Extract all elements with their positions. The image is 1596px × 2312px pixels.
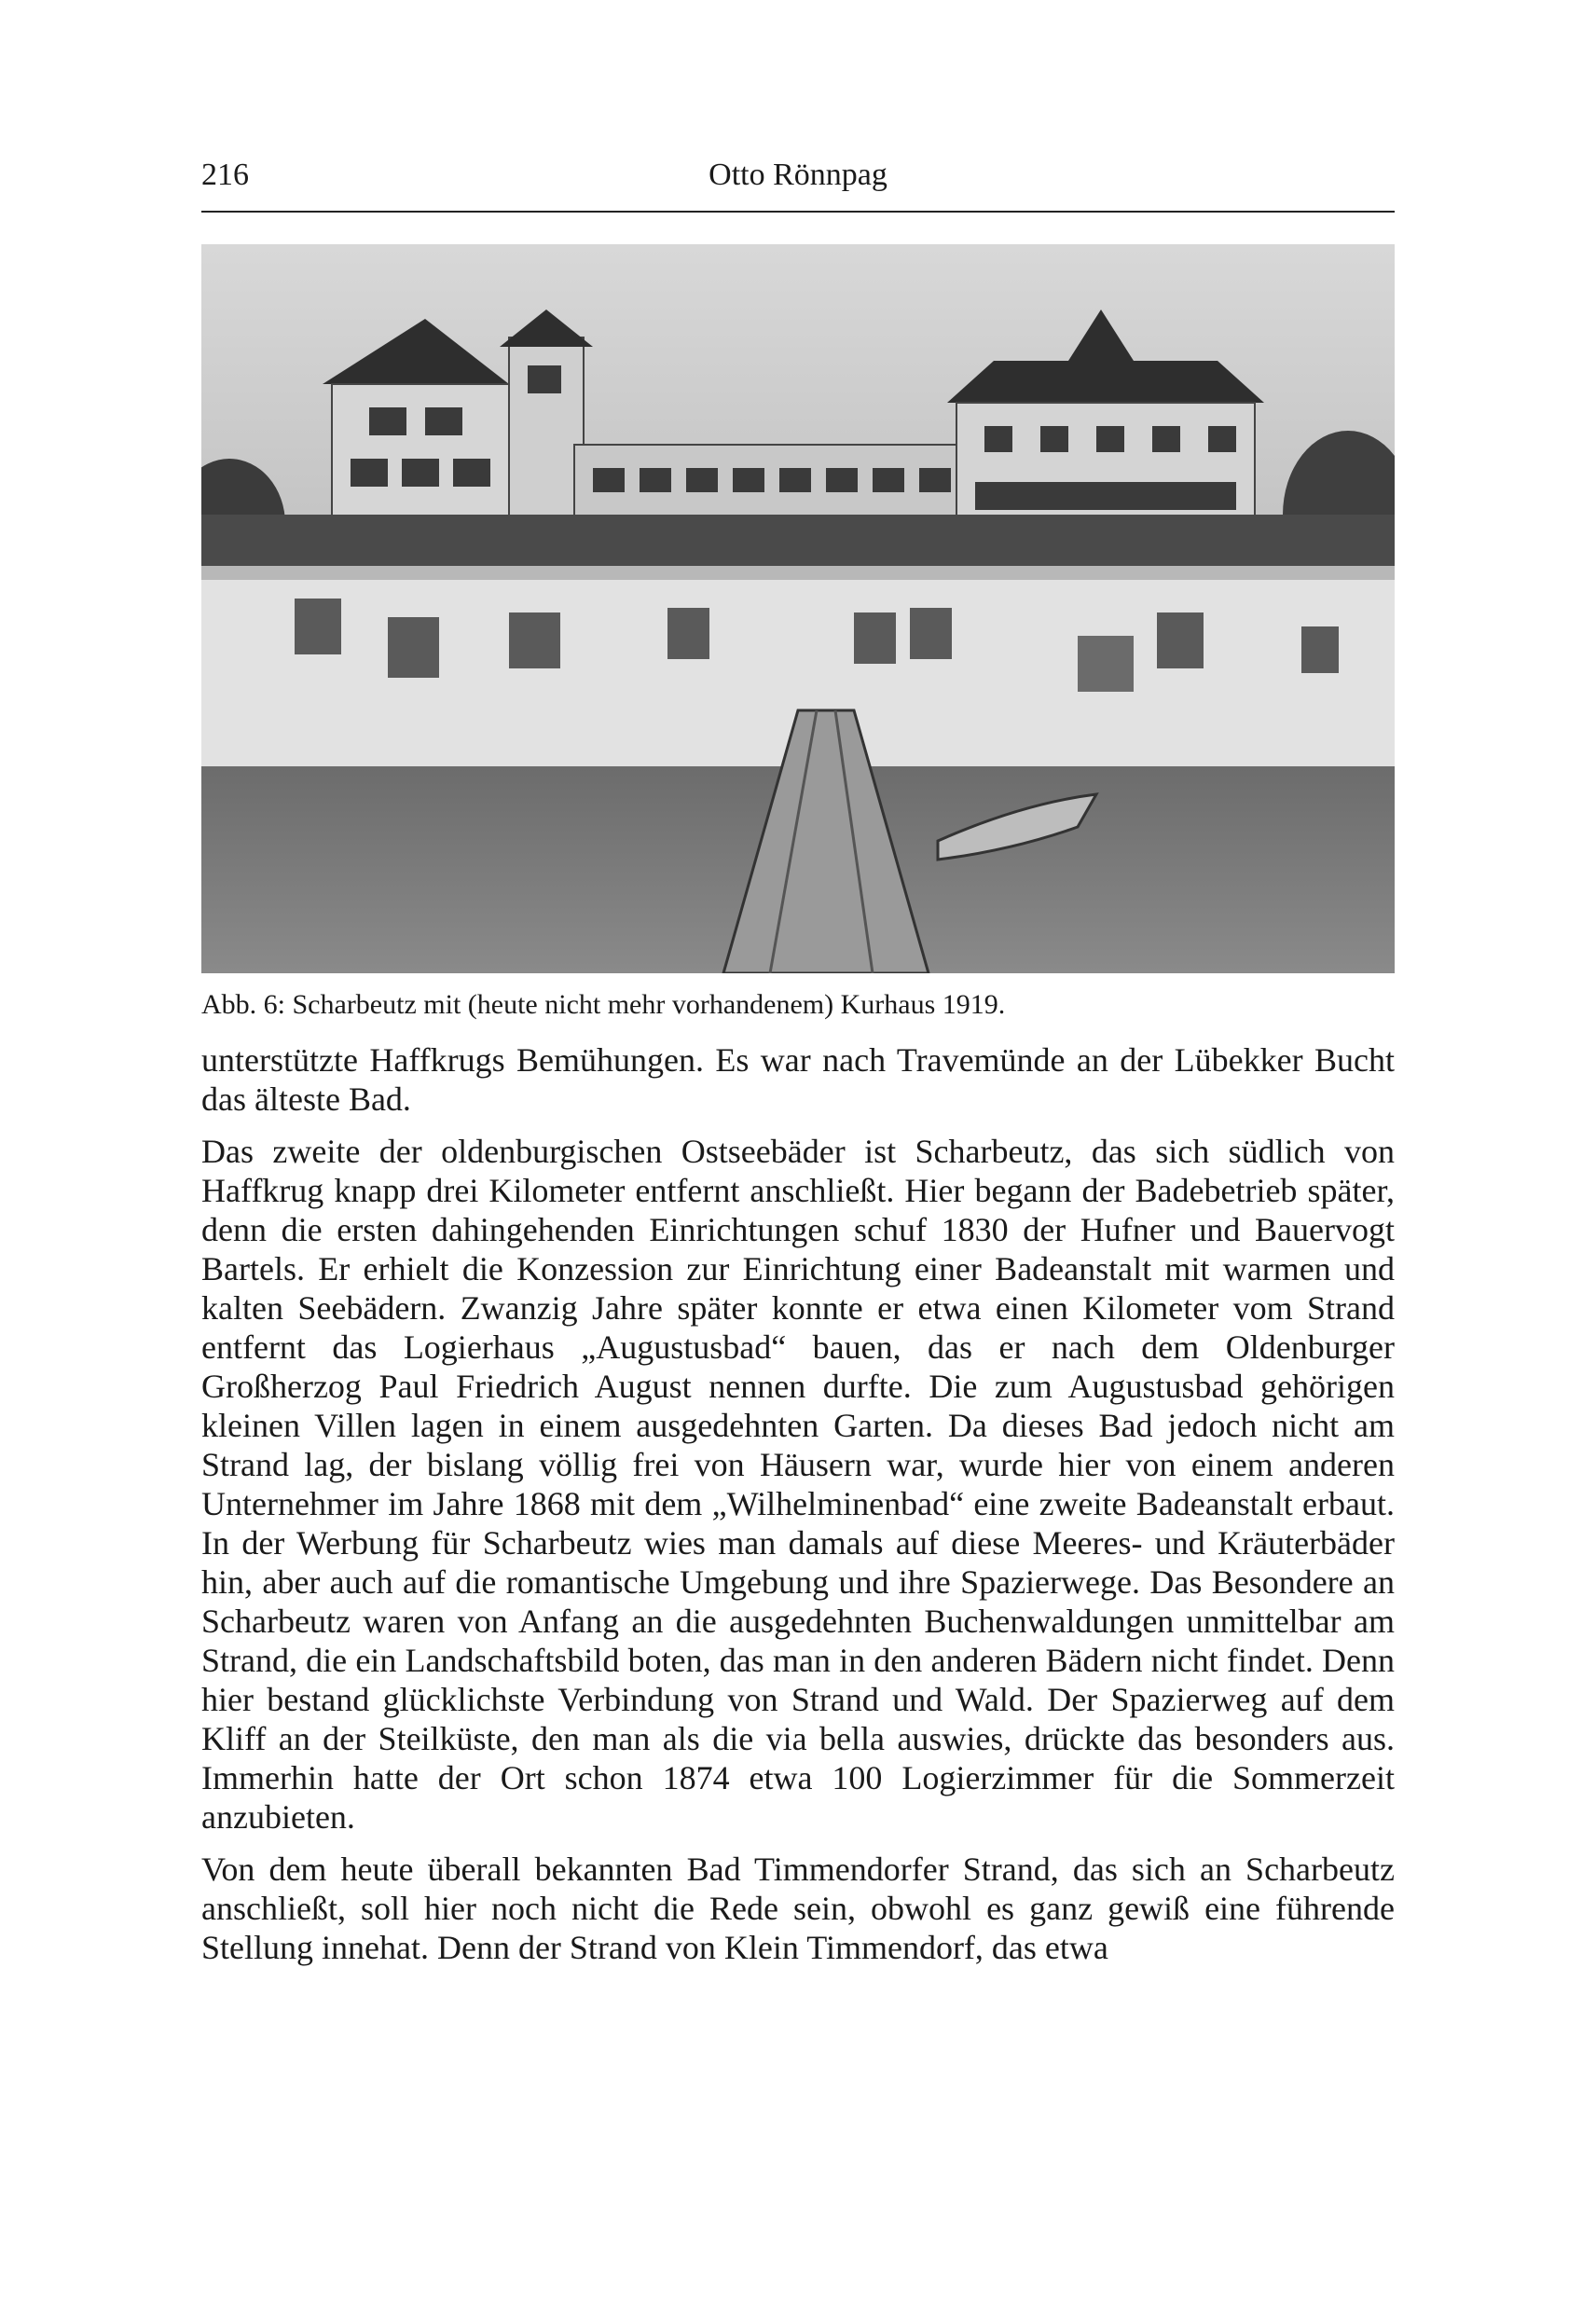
body-text bbox=[201, 1040, 1395, 1980]
figure-caption: Abb. 6: Scharbeutz mit (heute nicht mehr vorhandenem) Kurhaus 1919. bbox=[201, 989, 1006, 1020]
beach-photograph bbox=[201, 244, 1395, 973]
beach-photograph-drawing bbox=[201, 244, 1395, 973]
paragraph-2: Das zweite der oldenburgischen Ostseebäder ist Scharbeutz, das sich südlich von Haffkrug knapp drei Kilometer entfernt anschließt. Hier begann der Badebetrieb später, denn die ersten dahingehenden Einrichtungen schuf 1830 der Hufner und Bauervogt Bartels. Er erhielt die Konzession zur Einrichtung einer Badeanstalt mit warmen und kalten Seebädern. Zwanzig Jahre später konnte er etwa einen Kilometer vom Strand entfernt das Logierhaus „Augustusbad“ bauen, das er nach dem Oldenburger Großherzog Paul Friedrich August nennen durfte. Die zum Augustusbad gehörigen kleinen Villen lagen in einem ausgedehnten Garten. Da dieses Bad jedoch nicht am Strand lag, der bislang völlig frei von Häusern war, wurde hier von einem anderen Unternehmer im Jahre 1868 mit dem „Wilhelminenbad“ eine zweite Badeanstalt erbaut. In der Werbung für Scharbeutz wies man damals auf diese Meeres- und Kräuterbäder hin, aber auch auf die romantische Umgebung und ihre Spazierwege. Das Besondere an Scharbeutz waren von Anfang an die ausgedehnten Buchenwaldungen unmittelbar am Strand, die ein Landschaftsbild boten, das man in den anderen Bädern nicht findet. Denn hier bestand glücklichste Verbindung von Strand und Wald. Der Spazierweg auf dem Kliff an der Steilküste, den man als die via bella auswies, drückte das besonders aus. Immerhin hatte der Ort schon 1874 etwa 100 Logierzimmer für die Sommerzeit anzubieten. bbox=[201, 1133, 1395, 1836]
page-header bbox=[201, 157, 1395, 209]
running-head: Otto Rönnpag bbox=[709, 158, 887, 192]
page-number: 216 bbox=[201, 158, 249, 192]
paragraph-3: Von dem heute überall bekannten Bad Timmendorfer Strand, das sich an Scharbeutz anschließt, soll hier noch nicht die Rede sein, obwohl es ganz gewiß eine führende Stellung innehat. Denn der Strand von Klein Timmendorf, das etwa bbox=[201, 1851, 1395, 1966]
paragraph-1: unterstützte Haffkrugs Bemühungen. Es war nach Travemünde an der Lübekker Bucht das älteste Bad. bbox=[201, 1041, 1395, 1118]
header-rule bbox=[201, 211, 1395, 213]
